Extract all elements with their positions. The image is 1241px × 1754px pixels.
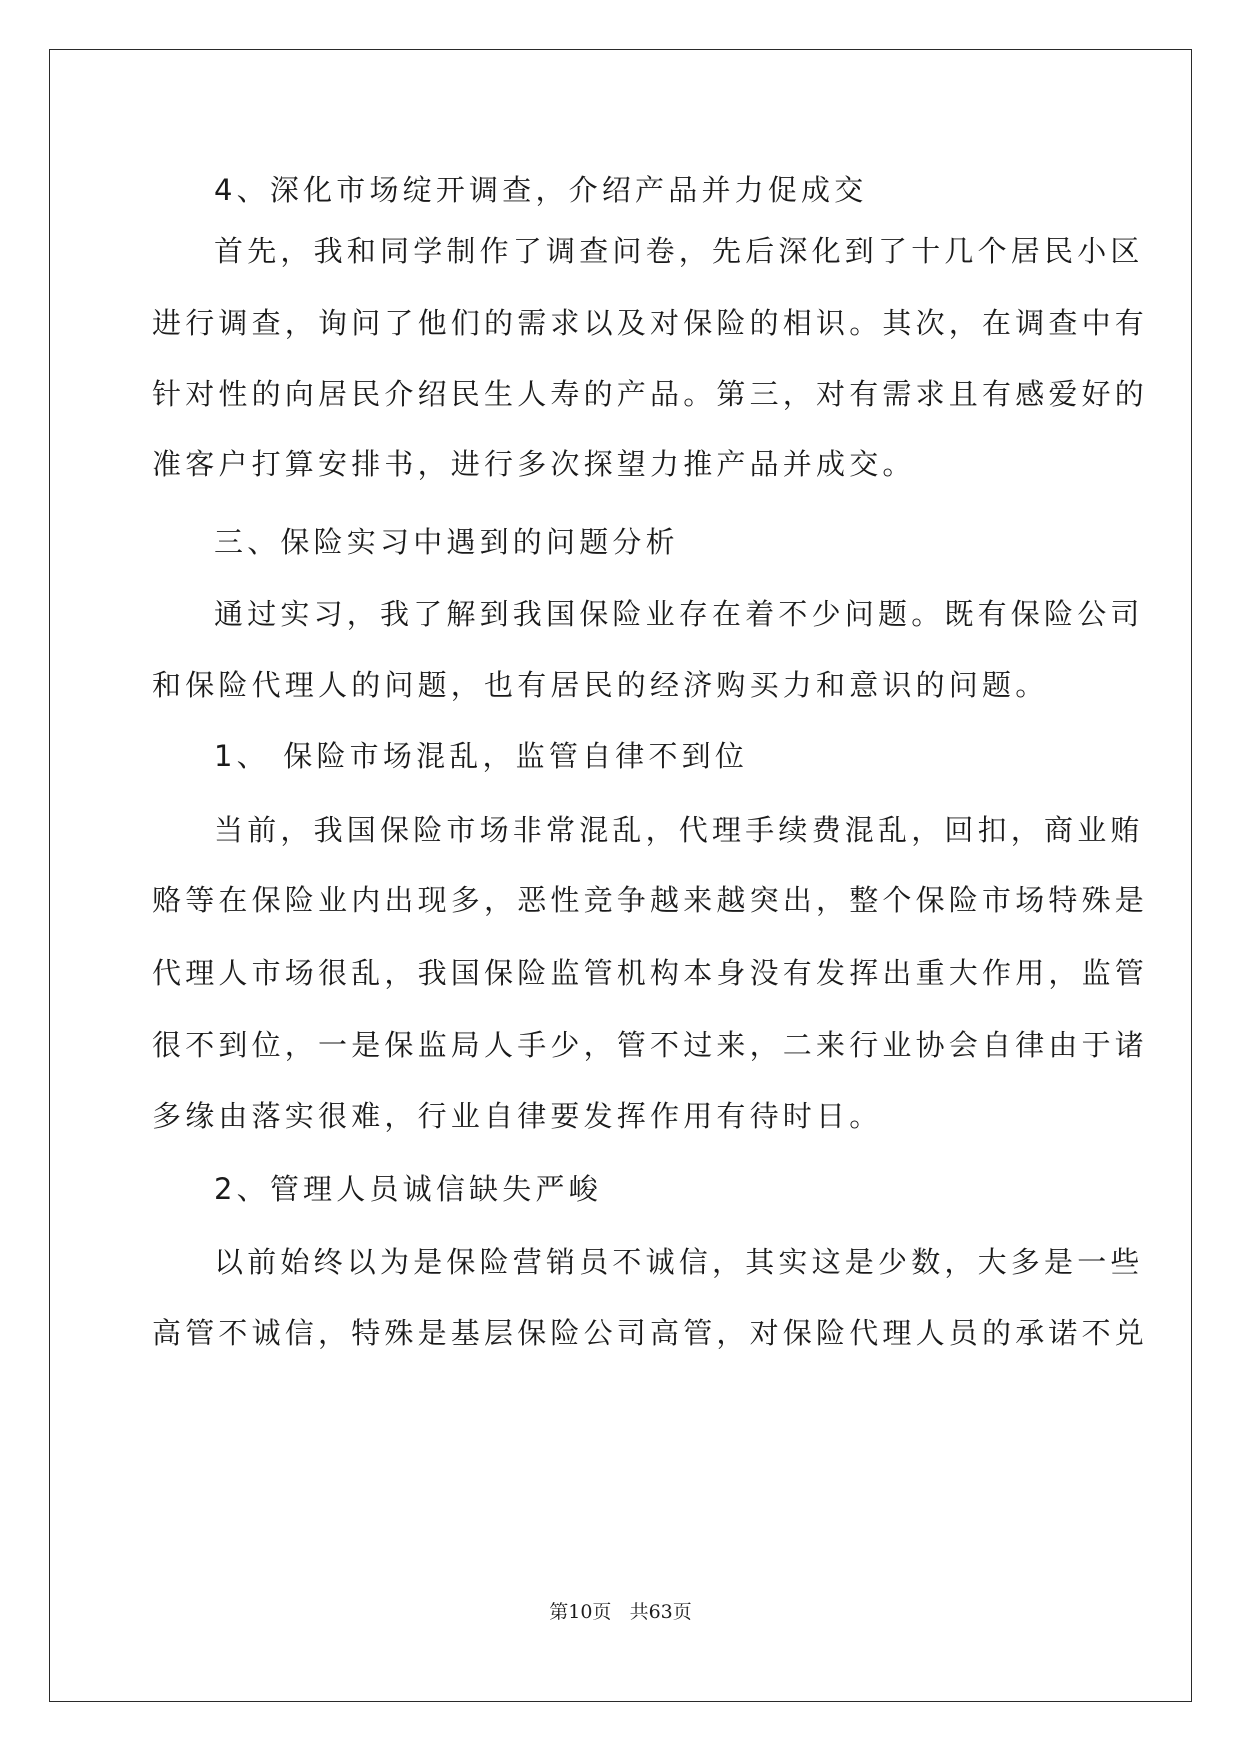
paragraph-line: 当前，我国保险市场非常混乱，代理手续费混乱，回扣，商业贿 [214, 813, 1144, 847]
section-heading: 4、深化市场绽开调查，介绍产品并力促成交 [214, 173, 868, 207]
page-border [49, 49, 1192, 1702]
paragraph-line: 高管不诚信，特殊是基层保险公司高管，对保险代理人员的承诺不兑 [152, 1316, 1149, 1350]
paragraph-line: 准客户打算安排书，进行多次探望力推产品并成交。 [152, 447, 916, 481]
page-number: 第10页 [549, 1601, 612, 1623]
page-total: 共63页 [629, 1601, 692, 1623]
section-heading: 三、保险实习中遇到的问题分析 [214, 525, 679, 559]
paragraph-line: 通过实习，我了解到我国保险业存在着不少问题。既有保险公司 [214, 597, 1144, 631]
paragraph-line: 和保险代理人的问题，也有居民的经济购买力和意识的问题。 [152, 668, 1049, 702]
section-heading: 2、管理人员诚信缺失严峻 [214, 1172, 602, 1206]
section-heading: 1、 保险市场混乱，监管自律不到位 [214, 739, 749, 773]
paragraph-line: 很不到位，一是保监局人手少，管不过来，二来行业协会自律由于诸 [152, 1028, 1149, 1062]
paragraph-line: 以前始终以为是保险营销员不诚信，其实这是少数，大多是一些 [214, 1245, 1144, 1279]
paragraph-line: 代理人市场很乱，我国保险监管机构本身没有发挥出重大作用，监管 [152, 956, 1149, 990]
paragraph-line: 赂等在保险业内出现多，恶性竞争越来越突出，整个保险市场特殊是 [152, 883, 1149, 917]
page-footer [0, 1600, 1241, 1624]
paragraph-line: 针对性的向居民介绍民生人寿的产品。第三，对有需求且有感爱好的 [152, 377, 1149, 411]
paragraph-line: 进行调查，询问了他们的需求以及对保险的相识。其次，在调查中有 [152, 306, 1149, 340]
paragraph-line: 首先，我和同学制作了调查问卷，先后深化到了十几个居民小区 [214, 234, 1144, 268]
paragraph-line: 多缘由落实很难，行业自律要发挥作用有待时日。 [152, 1099, 883, 1133]
